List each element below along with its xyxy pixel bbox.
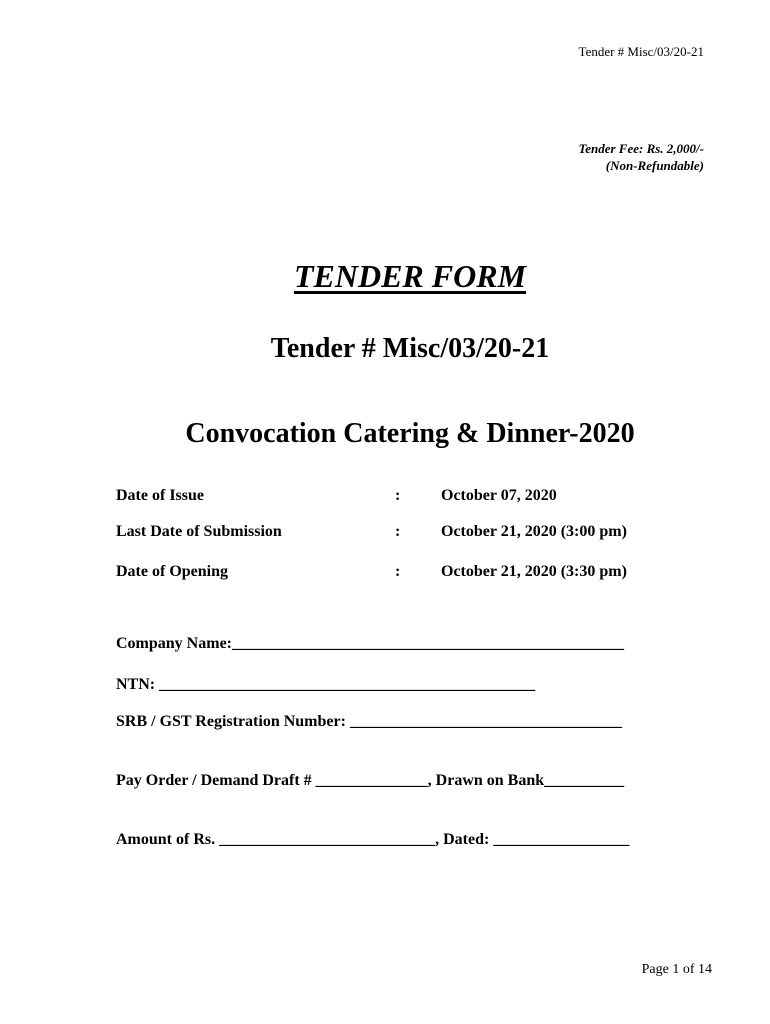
submission-date-value: October 21, 2020 (3:00 pm) [441, 523, 627, 540]
tender-fee-amount: Tender Fee: Rs. 2,000/- [578, 141, 704, 156]
issue-date-label: Date of Issue [116, 487, 204, 504]
opening-date-value: October 21, 2020 (3:30 pm) [441, 563, 627, 580]
company-name-field[interactable]: Company Name:_________________________________________________ [116, 635, 624, 652]
pay-order-field[interactable]: Pay Order / Demand Draft # ______________, Drawn on Bank__________ [116, 772, 625, 789]
submission-date-separator: : [395, 523, 401, 540]
tender-fee-note: (Non-Refundable) [605, 158, 704, 173]
tender-fee [578, 140, 704, 174]
opening-date-label: Date of Opening [116, 563, 228, 580]
submission-date-label: Last Date of Submission [116, 523, 282, 540]
opening-date-separator: : [395, 563, 401, 580]
page-title: TENDER FORM [293, 258, 527, 294]
tender-subject: Convocation Catering & Dinner-2020 [185, 418, 635, 449]
srb-gst-field[interactable]: SRB / GST Registration Number: __________________________________ [116, 713, 622, 730]
issue-date-value: October 07, 2020 [441, 487, 557, 504]
amount-field[interactable]: Amount of Rs. ___________________________, Dated: _________________ [116, 831, 630, 848]
ntn-field[interactable]: NTN: _______________________________________________ [116, 676, 536, 693]
issue-date-separator: : [395, 487, 401, 504]
page-number: Page 1 of 14 [641, 962, 712, 977]
header-reference: Tender # Misc/03/20-21 [578, 44, 704, 59]
tender-number: Tender # Misc/03/20-21 [270, 333, 550, 364]
